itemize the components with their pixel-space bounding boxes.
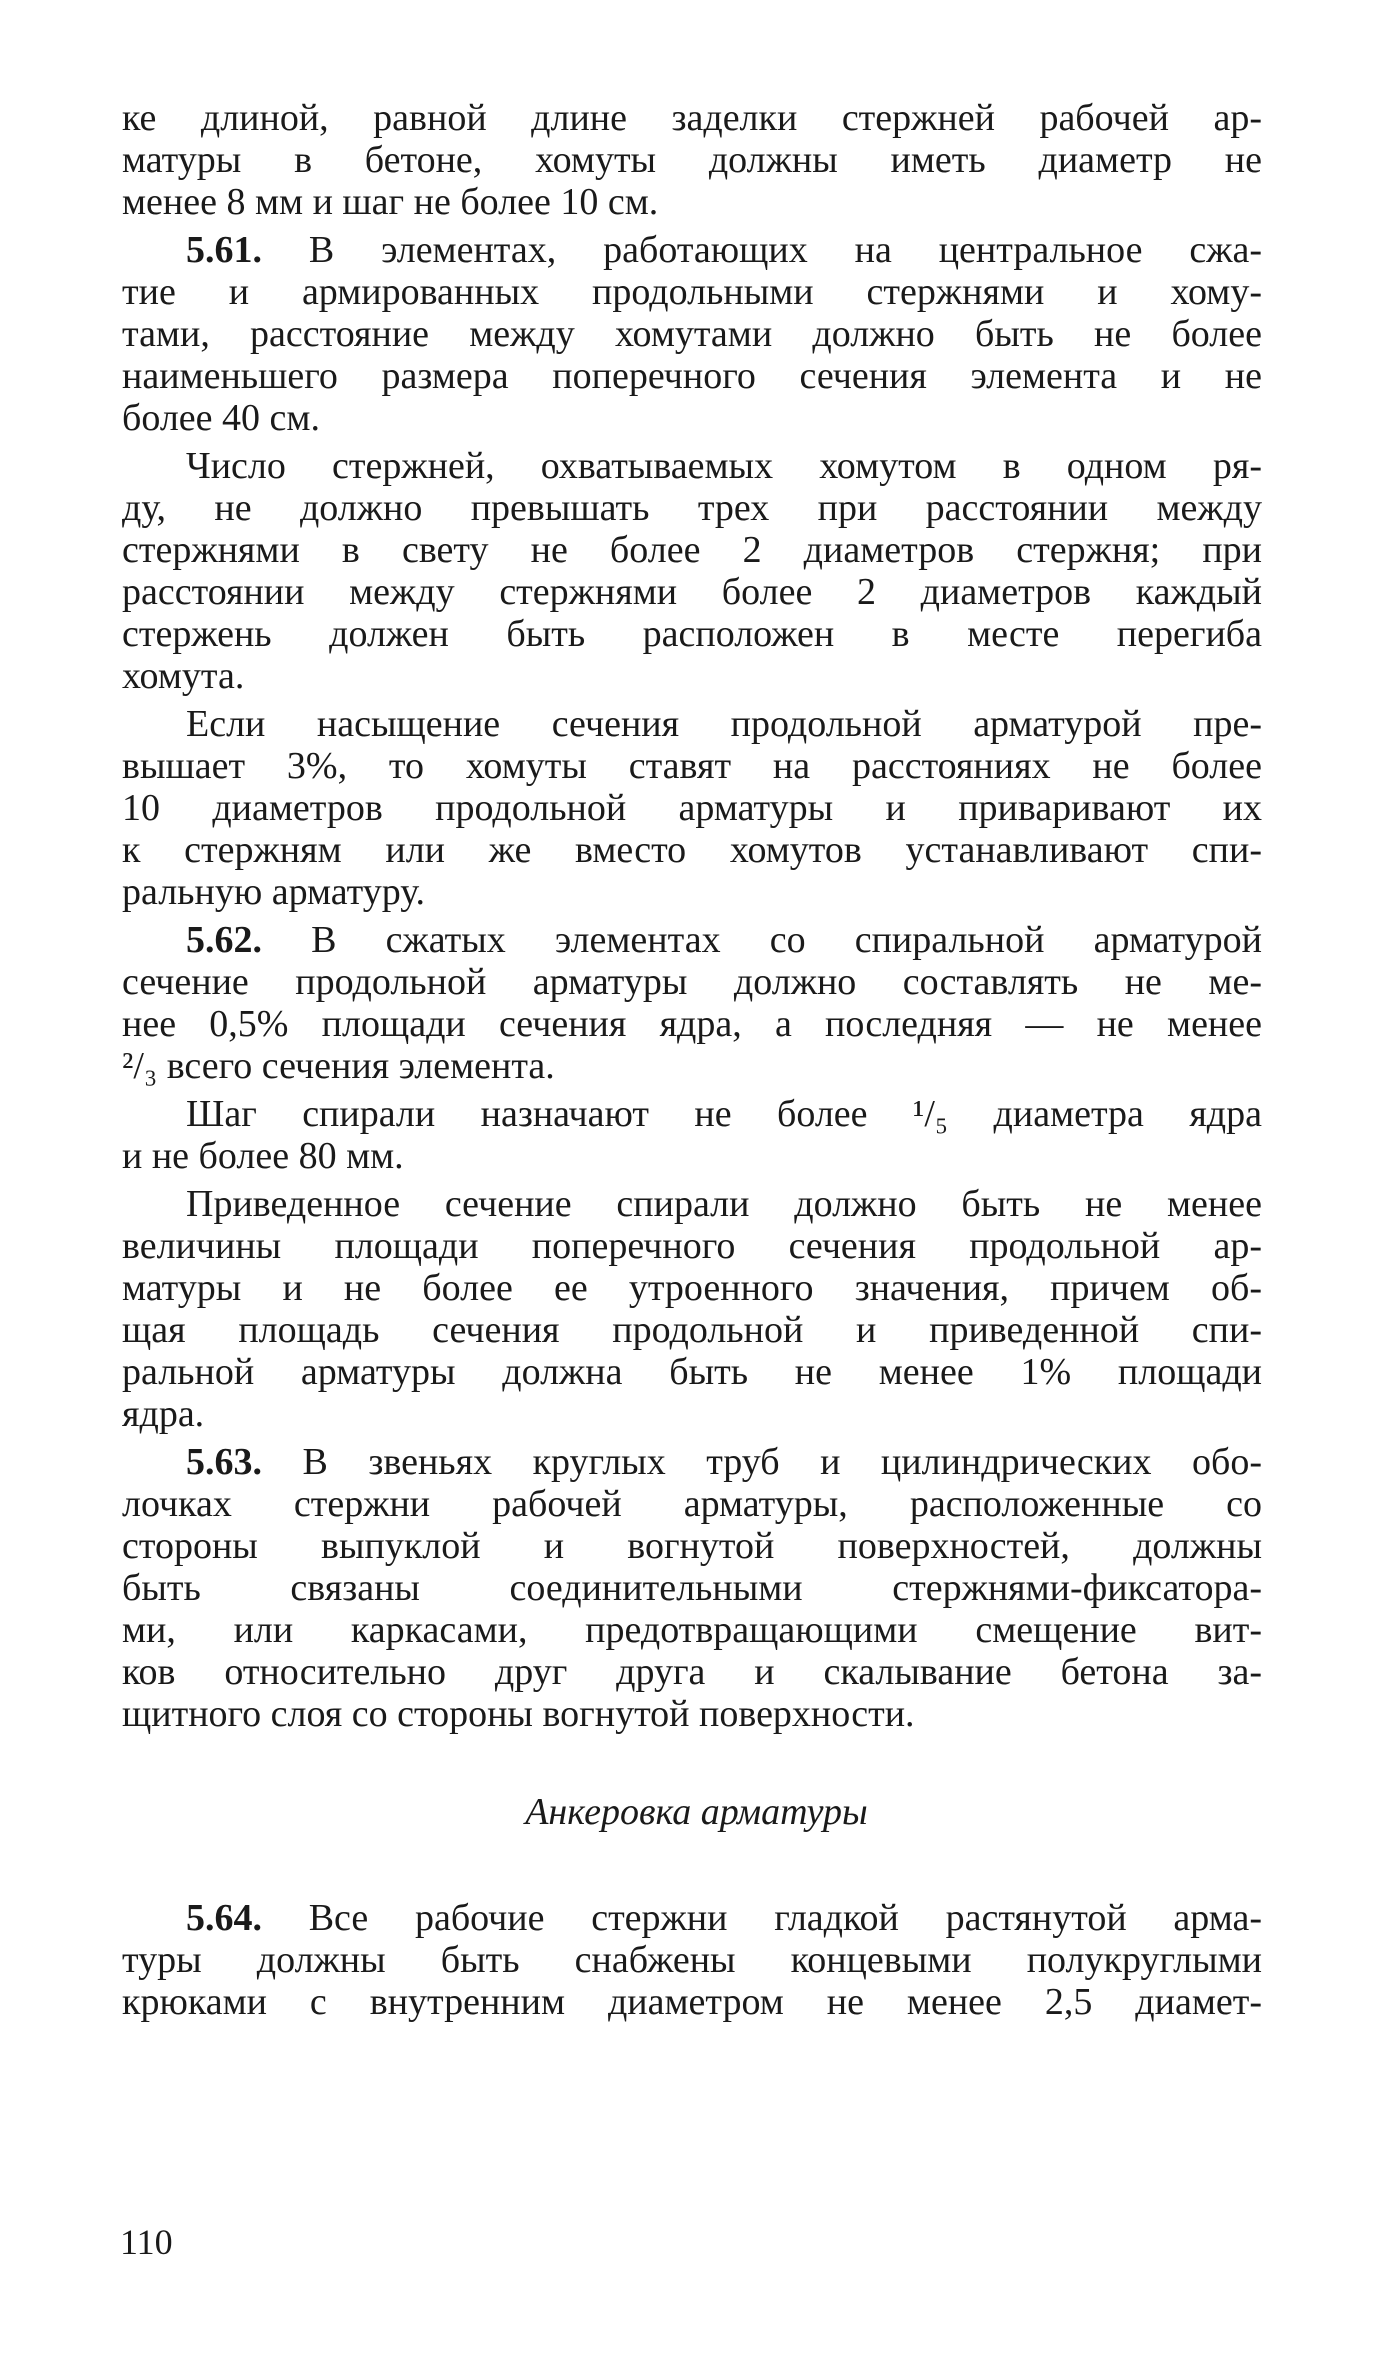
text-line: Число стержней, охватываемых хомутом в одном ря- bbox=[186, 445, 1262, 487]
text-line: расстоянии между стержнями более 2 диаметров каждый bbox=[122, 571, 1262, 613]
text-line: более 40 см. bbox=[122, 397, 320, 439]
text-line: к стержням или же вместо хомутов устанавливают спи- bbox=[122, 829, 1262, 871]
numbered-paragraph-first-line bbox=[186, 1440, 1262, 1484]
text-span: Все рабочие стержни гладкой растянутой арма- bbox=[262, 1897, 1262, 1939]
text-line: стержнями в свету не более 2 диаметров стержня; при bbox=[122, 529, 1262, 571]
text-line: ядра. bbox=[122, 1393, 205, 1435]
text-line: Если насыщение сечения продольной арматурой пре- bbox=[186, 703, 1262, 745]
section-heading: Анкеровка арматуры bbox=[525, 1791, 868, 1833]
text-line: Шаг спирали назначают не более ¹/₅ диаметра ядра bbox=[186, 1093, 1262, 1135]
text-line: стержень должен быть расположен в месте перегиба bbox=[122, 613, 1262, 655]
paragraph-number: 5.64. bbox=[186, 1897, 262, 1939]
text-line: ²/₃ всего сечения элемента. bbox=[122, 1045, 555, 1087]
page-number: 110 bbox=[120, 2222, 173, 2262]
text-line: ду, не должно превышать трех при расстоянии между bbox=[122, 487, 1262, 529]
text-line: величины площади поперечного сечения продольной ар- bbox=[122, 1225, 1262, 1267]
text-line: щая площадь сечения продольной и приведенной спи- bbox=[122, 1309, 1262, 1351]
text-line: лочках стержни рабочей арматуры, расположенные со bbox=[122, 1483, 1262, 1525]
paragraph-number: 5.61. bbox=[186, 229, 262, 271]
text-line: Приведенное сечение спирали должно быть не менее bbox=[186, 1183, 1262, 1225]
text-line: сечение продольной арматуры должно составлять не ме- bbox=[122, 961, 1262, 1003]
text-line: тами, расстояние между хомутами должно быть не более bbox=[122, 313, 1262, 355]
text-line: быть связаны соединительными стержнями-фиксатора- bbox=[122, 1567, 1262, 1609]
text-line: нее 0,5% площади сечения ядра, а последняя — не менее bbox=[122, 1003, 1262, 1045]
text-line: ков относительно друг друга и скалывание бетона за- bbox=[122, 1651, 1262, 1693]
text-line: и не более 80 мм. bbox=[122, 1135, 404, 1177]
numbered-paragraph-first-line bbox=[186, 918, 1262, 962]
text-line: наименьшего размера поперечного сечения элемента и не bbox=[122, 355, 1262, 397]
paragraph-number: 5.63. bbox=[186, 1441, 262, 1483]
text-line: хомута. bbox=[122, 655, 245, 697]
text-line: ке длиной, равной длине заделки стержней рабочей ар- bbox=[122, 97, 1262, 139]
text-line: щитного слоя со стороны вогнутой поверхности. bbox=[122, 1693, 915, 1735]
text-span: В сжатых элементах со спиральной арматурой bbox=[262, 919, 1262, 961]
text-line: вышает 3%, то хомуты ставят на расстояниях не более bbox=[122, 745, 1262, 787]
text-line: туры должны быть снабжены концевыми полукруглыми bbox=[122, 1939, 1262, 1981]
text-line: ральной арматуры должна быть не менее 1% площади bbox=[122, 1351, 1262, 1393]
text-line: менее 8 мм и шаг не более 10 см. bbox=[122, 181, 659, 223]
text-line: стороны выпуклой и вогнутой поверхностей, должны bbox=[122, 1525, 1262, 1567]
numbered-paragraph-first-line bbox=[186, 1896, 1262, 1940]
text-line: матуры и не более ее утроенного значения, причем об- bbox=[122, 1267, 1262, 1309]
text-span: В элементах, работающих на центральное сжа- bbox=[262, 229, 1262, 271]
text-line: крюками с внутренним диаметром не менее 2,5 диамет- bbox=[122, 1981, 1262, 2023]
text-span: В звеньях круглых труб и цилиндрических обо- bbox=[262, 1441, 1262, 1483]
paragraph-number: 5.62. bbox=[186, 919, 262, 961]
text-line: 10 диаметров продольной арматуры и приваривают их bbox=[122, 787, 1262, 829]
text-line: матуры в бетоне, хомуты должны иметь диаметр не bbox=[122, 139, 1262, 181]
text-line: ральную арматуру. bbox=[122, 871, 425, 913]
numbered-paragraph-first-line bbox=[186, 228, 1262, 272]
text-line: ми, или каркасами, предотвращающими смещение вит- bbox=[122, 1609, 1262, 1651]
text-line: тие и армированных продольными стержнями и хому- bbox=[122, 271, 1262, 313]
